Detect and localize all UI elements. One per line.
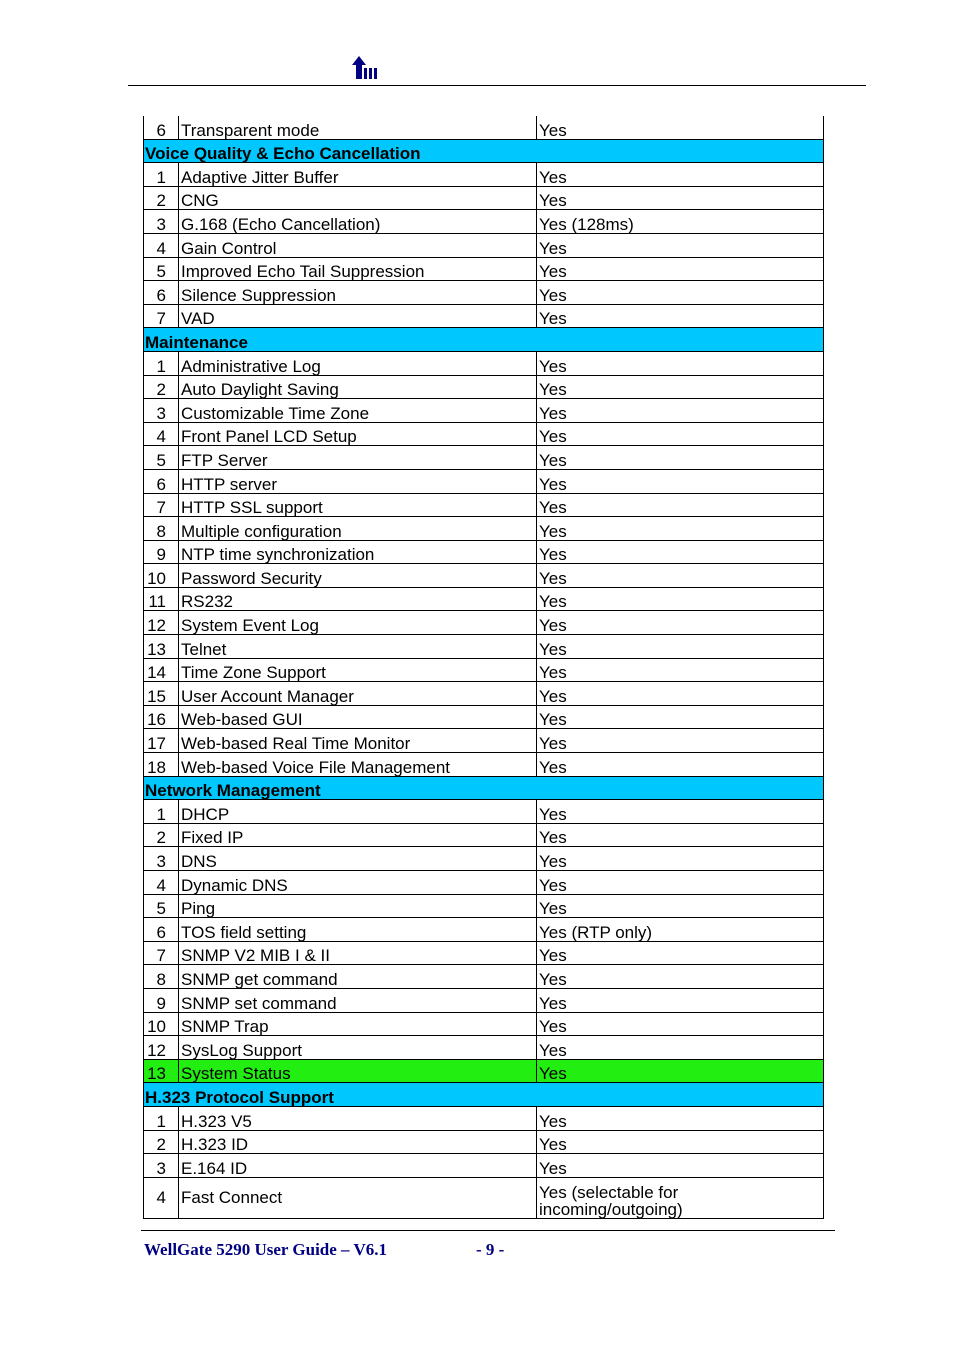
section-header-row [144, 776, 824, 800]
footer-rule [141, 1230, 835, 1231]
feature-support: Yes [537, 635, 824, 659]
feature-support: Yes [537, 988, 824, 1012]
feature-name: User Account Manager [179, 682, 537, 706]
table-row [144, 304, 824, 328]
feature-support: Yes [537, 422, 824, 446]
feature-support: Yes [537, 1106, 824, 1130]
feature-support: Yes [537, 823, 824, 847]
feature-name: System Event Log [179, 611, 537, 635]
feature-name: H.323 V5 [179, 1106, 537, 1130]
row-number: 13 [144, 635, 179, 659]
feature-name: SNMP Trap [179, 1012, 537, 1036]
table-row [144, 210, 824, 234]
row-number: 5 [144, 257, 179, 281]
feature-name: Web-based GUI [179, 705, 537, 729]
row-number: 18 [144, 753, 179, 777]
feature-name: SNMP V2 MIB I & II [179, 941, 537, 965]
table-row [144, 871, 824, 895]
feature-name: FTP Server [179, 446, 537, 470]
section-title: Maintenance [144, 328, 824, 352]
header-rule [128, 85, 866, 86]
feature-name: Transparent mode [179, 116, 537, 139]
row-number: 1 [144, 800, 179, 824]
feature-support: Yes [537, 1012, 824, 1036]
feature-support: Yes [537, 186, 824, 210]
row-number: 1 [144, 163, 179, 187]
feature-name: Web-based Voice File Management [179, 753, 537, 777]
feature-name: Ping [179, 894, 537, 918]
section-title: Voice Quality & Echo Cancellation [144, 139, 824, 163]
feature-name: CNG [179, 186, 537, 210]
feature-name: VAD [179, 304, 537, 328]
feature-name: Password Security [179, 564, 537, 588]
feature-support: Yes [537, 257, 824, 281]
table-row [144, 847, 824, 871]
feature-name: TOS field setting [179, 918, 537, 942]
table-row [144, 611, 824, 635]
table-row [144, 233, 824, 257]
row-number: 6 [144, 469, 179, 493]
table-row [144, 1059, 824, 1083]
feature-name: G.168 (Echo Cancellation) [179, 210, 537, 234]
row-number: 6 [144, 116, 179, 139]
row-number: 4 [144, 1177, 179, 1218]
feature-name: Customizable Time Zone [179, 399, 537, 423]
feature-support: Yes (RTP only) [537, 918, 824, 942]
feature-support: Yes [537, 517, 824, 541]
table-row [144, 682, 824, 706]
feature-support: Yes [537, 564, 824, 588]
feature-support: Yes [537, 375, 824, 399]
table-row [144, 918, 824, 942]
feature-name: Time Zone Support [179, 658, 537, 682]
section-header-row [144, 139, 824, 163]
feature-support: Yes (selectable for incoming/outgoing) [537, 1177, 824, 1218]
table-row [144, 705, 824, 729]
row-number: 1 [144, 1106, 179, 1130]
company-logo [349, 55, 379, 81]
row-number: 3 [144, 1154, 179, 1178]
section-header-row [144, 328, 824, 352]
feature-support: Yes [537, 281, 824, 305]
row-number: 9 [144, 540, 179, 564]
table-row [144, 635, 824, 659]
row-number: 3 [144, 847, 179, 871]
table-row [144, 894, 824, 918]
feature-support: Yes [537, 233, 824, 257]
table-row [144, 823, 824, 847]
section-title: Network Management [144, 776, 824, 800]
feature-name: HTTP SSL support [179, 493, 537, 517]
feature-name: DHCP [179, 800, 537, 824]
feature-name: HTTP server [179, 469, 537, 493]
feature-name: NTP time synchronization [179, 540, 537, 564]
feature-support: Yes [537, 658, 824, 682]
feature-support: Yes [537, 1036, 824, 1060]
feature-name: Multiple configuration [179, 517, 537, 541]
feature-name: Auto Daylight Saving [179, 375, 537, 399]
feature-support: Yes [537, 587, 824, 611]
feature-support: Yes [537, 941, 824, 965]
feature-table [143, 116, 824, 1219]
row-number: 13 [144, 1059, 179, 1083]
table-row [144, 446, 824, 470]
table-row [144, 658, 824, 682]
row-number: 5 [144, 894, 179, 918]
feature-support: Yes [537, 705, 824, 729]
table-row [144, 587, 824, 611]
feature-name: Silence Suppression [179, 281, 537, 305]
table-row [144, 729, 824, 753]
row-number: 7 [144, 493, 179, 517]
feature-name: System Status [179, 1059, 537, 1083]
table-row [144, 1130, 824, 1154]
feature-support: Yes [537, 163, 824, 187]
row-number: 12 [144, 611, 179, 635]
row-number: 6 [144, 281, 179, 305]
row-number: 2 [144, 375, 179, 399]
feature-support: Yes [537, 847, 824, 871]
row-number: 4 [144, 871, 179, 895]
table-row [144, 988, 824, 1012]
feature-support: Yes [537, 800, 824, 824]
feature-name: H.323 ID [179, 1130, 537, 1154]
feature-name: SNMP get command [179, 965, 537, 989]
feature-support: Yes [537, 540, 824, 564]
table-row [144, 1106, 824, 1130]
feature-name: SysLog Support [179, 1036, 537, 1060]
table-row [144, 965, 824, 989]
table-row [144, 1036, 824, 1060]
footer-doc-title: WellGate 5290 User Guide – V6.1 [144, 1240, 388, 1259]
feature-support: Yes [537, 611, 824, 635]
table-row [144, 422, 824, 446]
table-row [144, 399, 824, 423]
row-number: 15 [144, 682, 179, 706]
feature-support: Yes [537, 446, 824, 470]
feature-support: Yes [537, 1130, 824, 1154]
feature-name: Adaptive Jitter Buffer [179, 163, 537, 187]
feature-support: Yes [537, 871, 824, 895]
table-row [144, 281, 824, 305]
feature-name: DNS [179, 847, 537, 871]
row-number: 9 [144, 988, 179, 1012]
row-number: 3 [144, 399, 179, 423]
footer-page-number: - 9 - [476, 1240, 505, 1259]
table-row [144, 493, 824, 517]
feature-name: RS232 [179, 587, 537, 611]
feature-table-body [144, 116, 824, 1218]
feature-support: Yes [537, 116, 824, 139]
row-number: 7 [144, 304, 179, 328]
section-title: H.323 Protocol Support [144, 1083, 824, 1107]
row-number: 14 [144, 658, 179, 682]
feature-support: Yes [537, 753, 824, 777]
feature-support: Yes [537, 965, 824, 989]
row-number: 10 [144, 564, 179, 588]
table-row [144, 941, 824, 965]
row-number: 4 [144, 233, 179, 257]
row-number: 10 [144, 1012, 179, 1036]
row-number: 2 [144, 823, 179, 847]
feature-support: Yes [537, 304, 824, 328]
feature-name: E.164 ID [179, 1154, 537, 1178]
table-row [144, 116, 824, 139]
feature-name: Web-based Real Time Monitor [179, 729, 537, 753]
table-row [144, 257, 824, 281]
row-number: 6 [144, 918, 179, 942]
table-row [144, 375, 824, 399]
row-number: 8 [144, 517, 179, 541]
table-row [144, 186, 824, 210]
feature-name: Fast Connect [179, 1177, 537, 1218]
feature-support: Yes [537, 682, 824, 706]
table-row [144, 469, 824, 493]
feature-support: Yes [537, 894, 824, 918]
row-number: 12 [144, 1036, 179, 1060]
table-row [144, 564, 824, 588]
row-number: 3 [144, 210, 179, 234]
feature-name: Dynamic DNS [179, 871, 537, 895]
row-number: 16 [144, 705, 179, 729]
row-number: 1 [144, 351, 179, 375]
table-row [144, 517, 824, 541]
feature-name: SNMP set command [179, 988, 537, 1012]
table-row [144, 1177, 824, 1218]
feature-support: Yes [537, 493, 824, 517]
feature-support: Yes [537, 351, 824, 375]
feature-name: Administrative Log [179, 351, 537, 375]
table-row [144, 800, 824, 824]
row-number: 8 [144, 965, 179, 989]
feature-name: Telnet [179, 635, 537, 659]
feature-name: Front Panel LCD Setup [179, 422, 537, 446]
row-number: 5 [144, 446, 179, 470]
table-row [144, 1154, 824, 1178]
feature-support: Yes [537, 399, 824, 423]
table-row [144, 540, 824, 564]
feature-support: Yes [537, 729, 824, 753]
table-row [144, 163, 824, 187]
table-row [144, 351, 824, 375]
table-row [144, 753, 824, 777]
row-number: 2 [144, 1130, 179, 1154]
feature-support: Yes [537, 469, 824, 493]
feature-name: Improved Echo Tail Suppression [179, 257, 537, 281]
section-header-row [144, 1083, 824, 1107]
feature-name: Gain Control [179, 233, 537, 257]
row-number: 4 [144, 422, 179, 446]
feature-name: Fixed IP [179, 823, 537, 847]
table-row [144, 1012, 824, 1036]
feature-support: Yes (128ms) [537, 210, 824, 234]
feature-support: Yes [537, 1059, 824, 1083]
row-number: 2 [144, 186, 179, 210]
row-number: 7 [144, 941, 179, 965]
row-number: 17 [144, 729, 179, 753]
feature-support: Yes [537, 1154, 824, 1178]
row-number: 11 [144, 587, 179, 611]
